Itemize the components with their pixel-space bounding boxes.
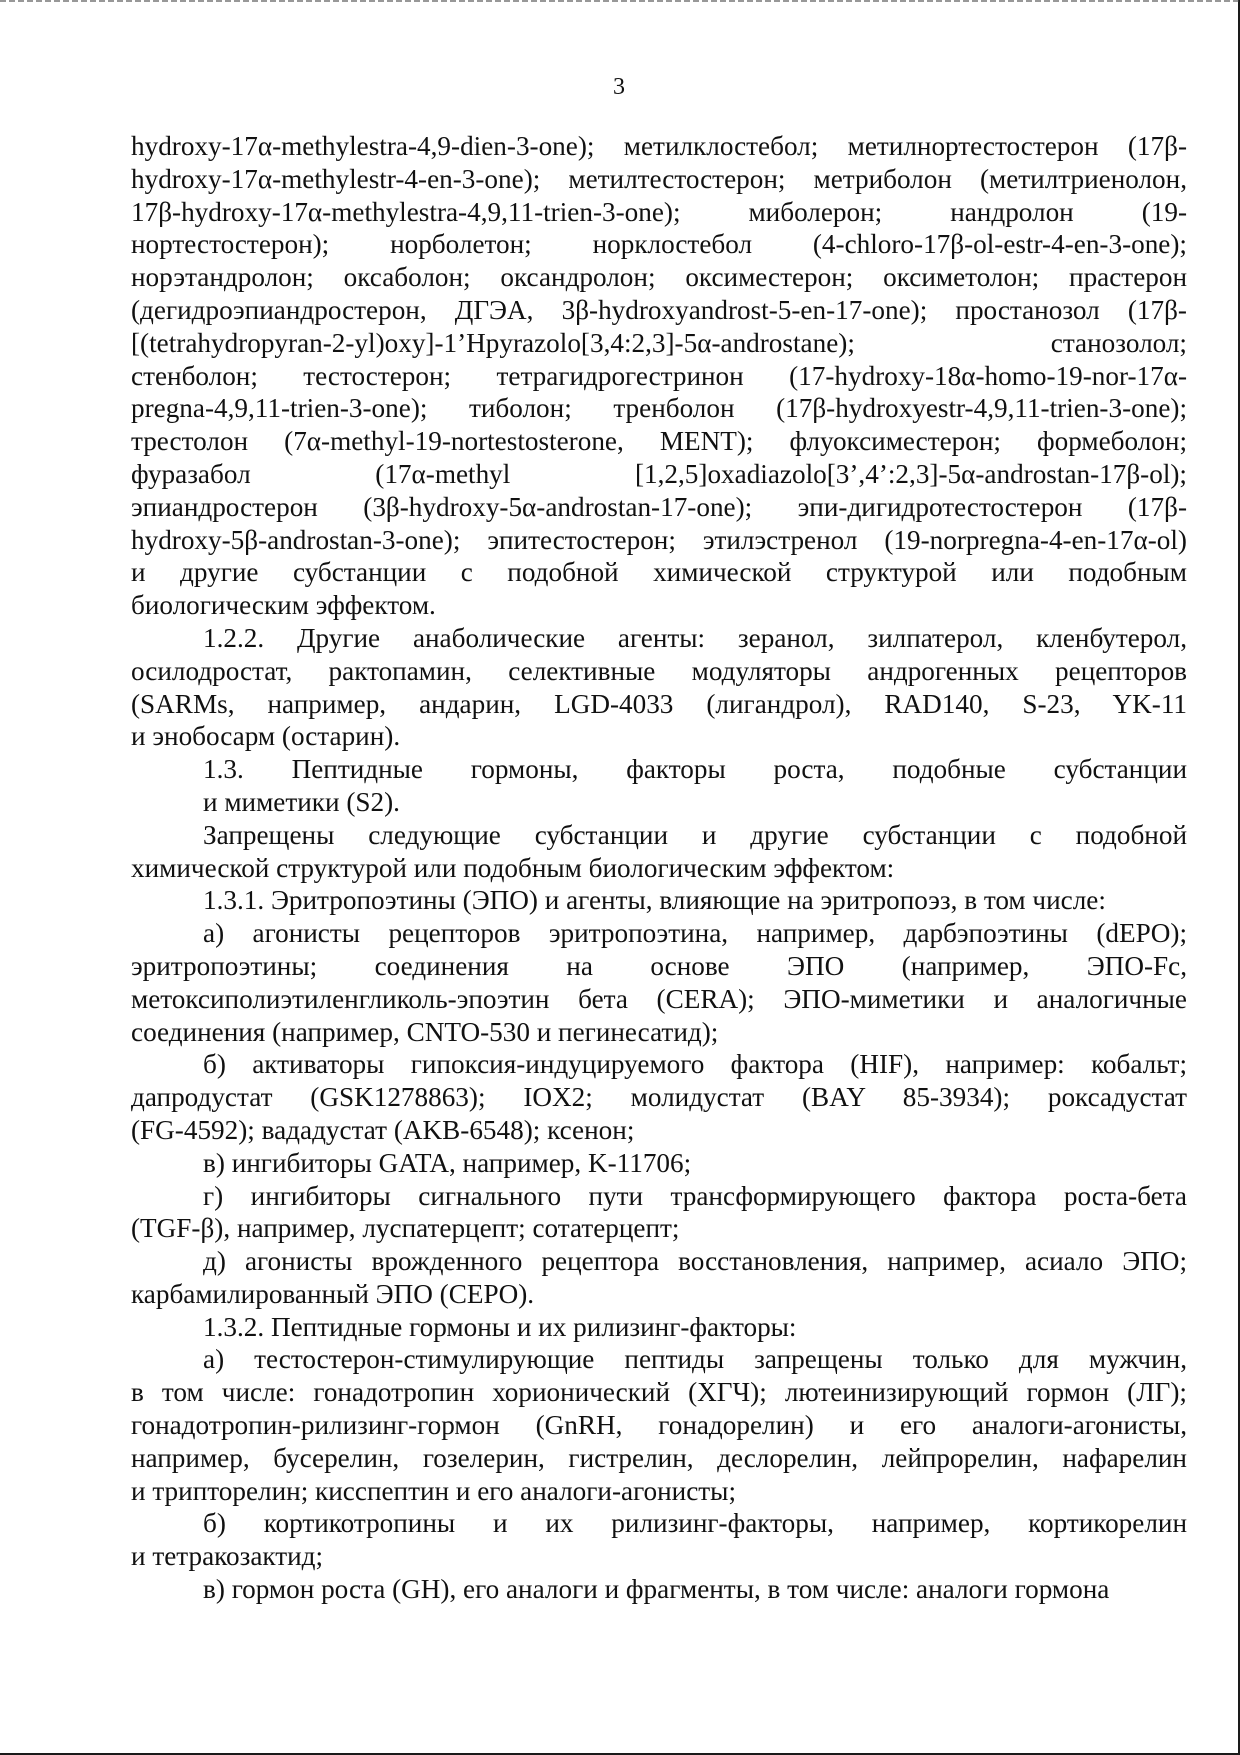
text-line: (дегидроэпиандростерон, ДГЭА, 3β-hydroxyandrost-5-en-17-one); простанозол (17β- [131, 294, 1187, 325]
text-line: д) агонисты врожденного рецептора восстановления, например, асиало ЭПО; [203, 1246, 1187, 1277]
text-line: в) гормон роста (GH), его аналоги и фрагменты, в том числе: аналоги гормона [203, 1574, 1110, 1605]
page-number: 3 [613, 74, 625, 100]
document-body [131, 130, 1187, 1606]
text-line: б) кортикотропины и их рилизинг-факторы, например, кортикорелин [203, 1508, 1187, 1539]
text-line: (SARMs, например, андарин, LGD-4033 (лигандрол), RAD140, S-23, YK-11 [131, 688, 1187, 719]
text-line: а) агонисты рецепторов эритропоэтина, например, дарбэпоэтины (dEPO); [203, 918, 1187, 949]
section-heading: и миметики (S2). [203, 786, 400, 817]
text-line: б) активаторы гипоксия-индуцируемого фактора (HIF), например: кобальт; [203, 1049, 1187, 1080]
text-line: например, бусерелин, гозелерин, гистрелин, деслорелин, лейпрорелин, нафарелин [131, 1442, 1187, 1473]
text-line: (TGF-β), например, луспатерцепт; сотатерцепт; [131, 1213, 680, 1244]
text-line: карбамилированный ЭПО (CEPO). [131, 1278, 535, 1309]
text-line: (FG-4592); вададустат (AKB-6548); ксенон; [131, 1114, 635, 1145]
subsection-heading: 1.3.2. Пептидные гормоны и их рилизинг-факторы: [203, 1311, 797, 1342]
text-line: hydroxy-5β-androstan-3-one); эпитестостерон; этилэстренол (19-norpregna-4-en-17α-ol) [131, 524, 1187, 555]
text-line: нортестостерон); норболетон; норклостебол (4-chloro-17β-ol-estr-4-en-3-one); [131, 229, 1187, 260]
text-line: метоксиполиэтиленгликоль-эпоэтин бета (CERA); ЭПО-миметики и аналогичные [131, 983, 1187, 1014]
text-line: hydroxy-17α-methylestra-4,9-dien-3-one); метилклостебол; метилнортестостерон (17β- [131, 131, 1187, 161]
text-line: трестолон (7α-methyl-19-nortestosterone, MENT); флуоксиместерон; формеболон; [131, 426, 1187, 457]
text-line: в) ингибиторы GATA, например, K-11706; [203, 1147, 692, 1178]
text-line: биологическим эффектом. [131, 590, 436, 621]
text-line: норэтандролон; оксаболон; оксандролон; оксиместерон; оксиметолон; прастерон [131, 262, 1187, 293]
subsection-heading: 1.3.1. Эритропоэтины (ЭПО) и агенты, влияющие на эритропоэз, в том числе: [203, 885, 1106, 916]
text-line: 17β-hydroxy-17α-methylestra-4,9,11-trien-3-one); миболерон; нандролон (19- [131, 196, 1187, 227]
text-line: и энобосарм (остарин). [131, 721, 401, 752]
text-line: стенболон; тестостерон; тетрагидрогестринон (17-hydroxy-18α-homo-19-nor-17α- [131, 360, 1187, 391]
text-line: и трипторелин; кисспептин и его аналоги-агонисты; [131, 1475, 737, 1506]
text-line: фуразабол (17α-methyl [1,2,5]oxadiazolo[3’,4’:2,3]-5α-androstan-17β-ol); [131, 458, 1187, 489]
text-line: а) тестостерон-стимулирующие пептиды запрещены только для мужчин, [203, 1344, 1187, 1375]
text-line: и другие субстанции с подобной химической структурой или подобным [131, 557, 1187, 588]
text-line: осилодростат, рактопамин, селективные модуляторы андрогенных рецепторов [131, 655, 1187, 686]
text-line: Запрещены следующие субстанции и другие субстанции с подобной [203, 819, 1187, 850]
scan-edge [0, 0, 1240, 2]
text-line: и тетракозактид; [131, 1541, 324, 1572]
text-line: pregna-4,9,11-trien-3-one); тиболон; тренболон (17β-hydroxyestr-4,9,11-trien-3-one); [131, 393, 1187, 424]
text-line: дапродустат (GSK1278863); IOX2; молидустат (BAY 85-3934); роксадустат [131, 1082, 1187, 1113]
text-line: hydroxy-17α-methylestr-4-en-3-one); метилтестостерон; метриболон (метилтриенолон, [131, 163, 1187, 194]
text-line: 1.2.2. Другие анаболические агенты: зеранол, зилпатерол, кленбутерол, [203, 622, 1187, 653]
text-line: эритропоэтины; соединения на основе ЭПО (например, ЭПО-Fc, [131, 950, 1187, 981]
text-line: гонадотропин-рилизинг-гормон (GnRH, гонадорелин) и его аналоги-агонисты, [131, 1410, 1187, 1441]
text-line: г) ингибиторы сигнального пути трансформирующего фактора роста-бета [203, 1180, 1187, 1211]
text-line: в том числе: гонадотропин хорионический (ХГЧ); лютеинизирующий гормон (ЛГ); [131, 1377, 1187, 1408]
text-line: эпиандростерон (3β-hydroxy-5α-androstan-17-one); эпи-дигидротестостерон (17β- [131, 491, 1187, 522]
text-line: соединения (например, CNTO-530 и пегинесатид); [131, 1016, 719, 1047]
text-line: [(tetrahydropyran-2-yl)oxy]-1’Hpyrazolo[3,4:2,3]-5α-androstane); станозолол; [131, 327, 1187, 358]
text-line: химической структурой или подобным биологическим эффектом: [131, 852, 895, 883]
section-heading: 1.3. Пептидные гормоны, факторы роста, подобные субстанции [203, 754, 1187, 785]
